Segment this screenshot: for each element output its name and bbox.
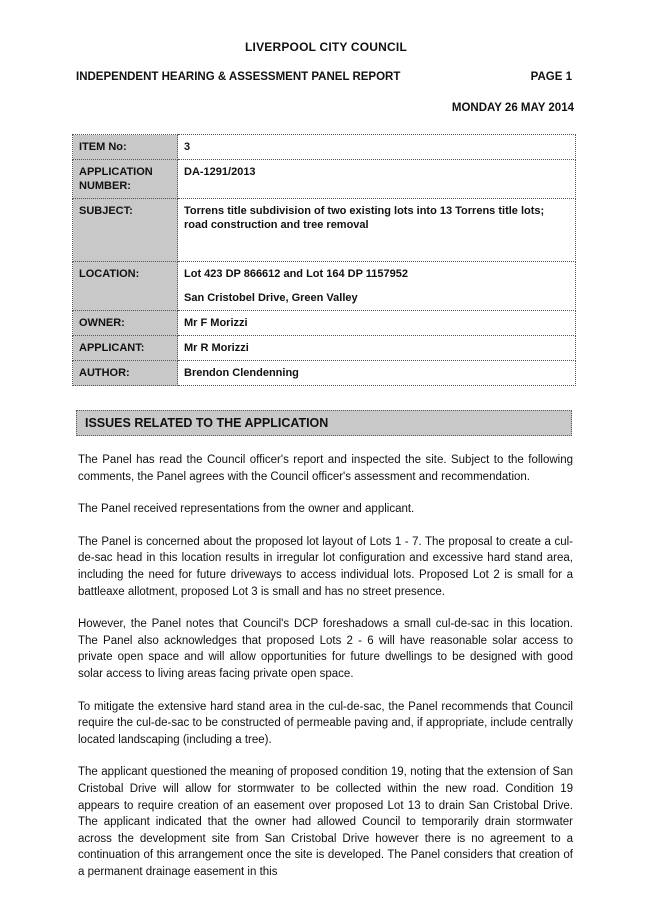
location-value [178,262,576,311]
application-details-table [72,134,576,386]
applicant-value: Mr R Morizzi [178,336,576,361]
subject-label: SUBJECT: [73,199,178,262]
council-name: LIVERPOOL CITY COUNCIL [245,40,407,54]
application-label: APPLICATION NUMBER: [73,160,178,199]
location-label: LOCATION: [73,262,178,311]
paragraph: To mitigate the extensive hard stand area in the cul-de-sac, the Panel recommends that Council require the cul-de-sac to be constructed of permeable paving and, if appropriate, include centrally located landscaping (including a tree). [78,700,573,746]
subject-value: Torrens title subdivision of two existing lots into 13 Torrens title lots; road construction and tree removal [178,199,576,262]
subject-row [73,199,576,262]
paragraph: The applicant questioned the meaning of proposed condition 19, noting that the extension of San Cristobal Drive will allow for stormwater to be collected within the new road. Condition 19 appears to require creation of an easement over proposed Lot 13 to drain San Cristobal Drive. The applicant indicated that the owner had allowed Council to temporarily drain stormwater across the development site from San Cristobal Drive however there is no agreement to a continuation of this arrangement once the site is developed. The Panel considers that creation of a permanent drainage easement in this [78,766,573,878]
paragraph: The Panel received representations from the owner and applicant. [78,503,415,516]
author-label: AUTHOR: [73,361,178,386]
report-title: INDEPENDENT HEARING & ASSESSMENT PANEL REPORT [76,71,401,83]
item-label: ITEM No: [73,135,178,160]
paragraph: However, the Panel notes that Council's DCP foreshadows a small cul-de-sac in this location. The Panel also acknowledges that proposed Lots 2 - 6 will have reasonable solar access to private open space and will allow opportunities for future dwellings to be designed with good solar access to living areas facing private open space. [78,618,573,680]
page-number: PAGE 1 [530,71,572,83]
application-row [73,160,576,199]
paragraph: The Panel has read the Council officer's report and inspected the site. Subject to the following comments, the Panel agrees with the Council officer's assessment and recommendation. [78,454,573,483]
item-value: 3 [178,135,576,160]
section-heading-bar [76,410,572,436]
owner-value: Mr F Morizzi [178,311,576,336]
meeting-date: MONDAY 26 MAY 2014 [451,102,574,114]
application-value: DA-1291/2013 [178,160,576,199]
author-value: Brendon Clendenning [178,361,576,386]
location-line-2: San Cristobel Drive, Green Valley [184,292,358,304]
report-body [78,452,573,896]
owner-label: OWNER: [73,311,178,336]
item-row [73,135,576,160]
location-row [73,262,576,311]
section-heading: ISSUES RELATED TO THE APPLICATION [85,416,329,430]
paragraph: The Panel is concerned about the proposed lot layout of Lots 1 - 7. The proposal to create a cul-de-sac head in this location results in irregular lot configuration and excessive hard stand area, including the need for future driveways to access individual lots. Proposed Lot 2 is small for a battleaxe allotment, proposed Lot 3 is small and has no street presence. [78,535,573,598]
location-line-1: Lot 423 DP 866612 and Lot 164 DP 1157952 [184,268,409,280]
applicant-label: APPLICANT: [73,336,178,361]
applicant-row [73,336,576,361]
owner-row [73,311,576,336]
author-row [73,361,576,386]
